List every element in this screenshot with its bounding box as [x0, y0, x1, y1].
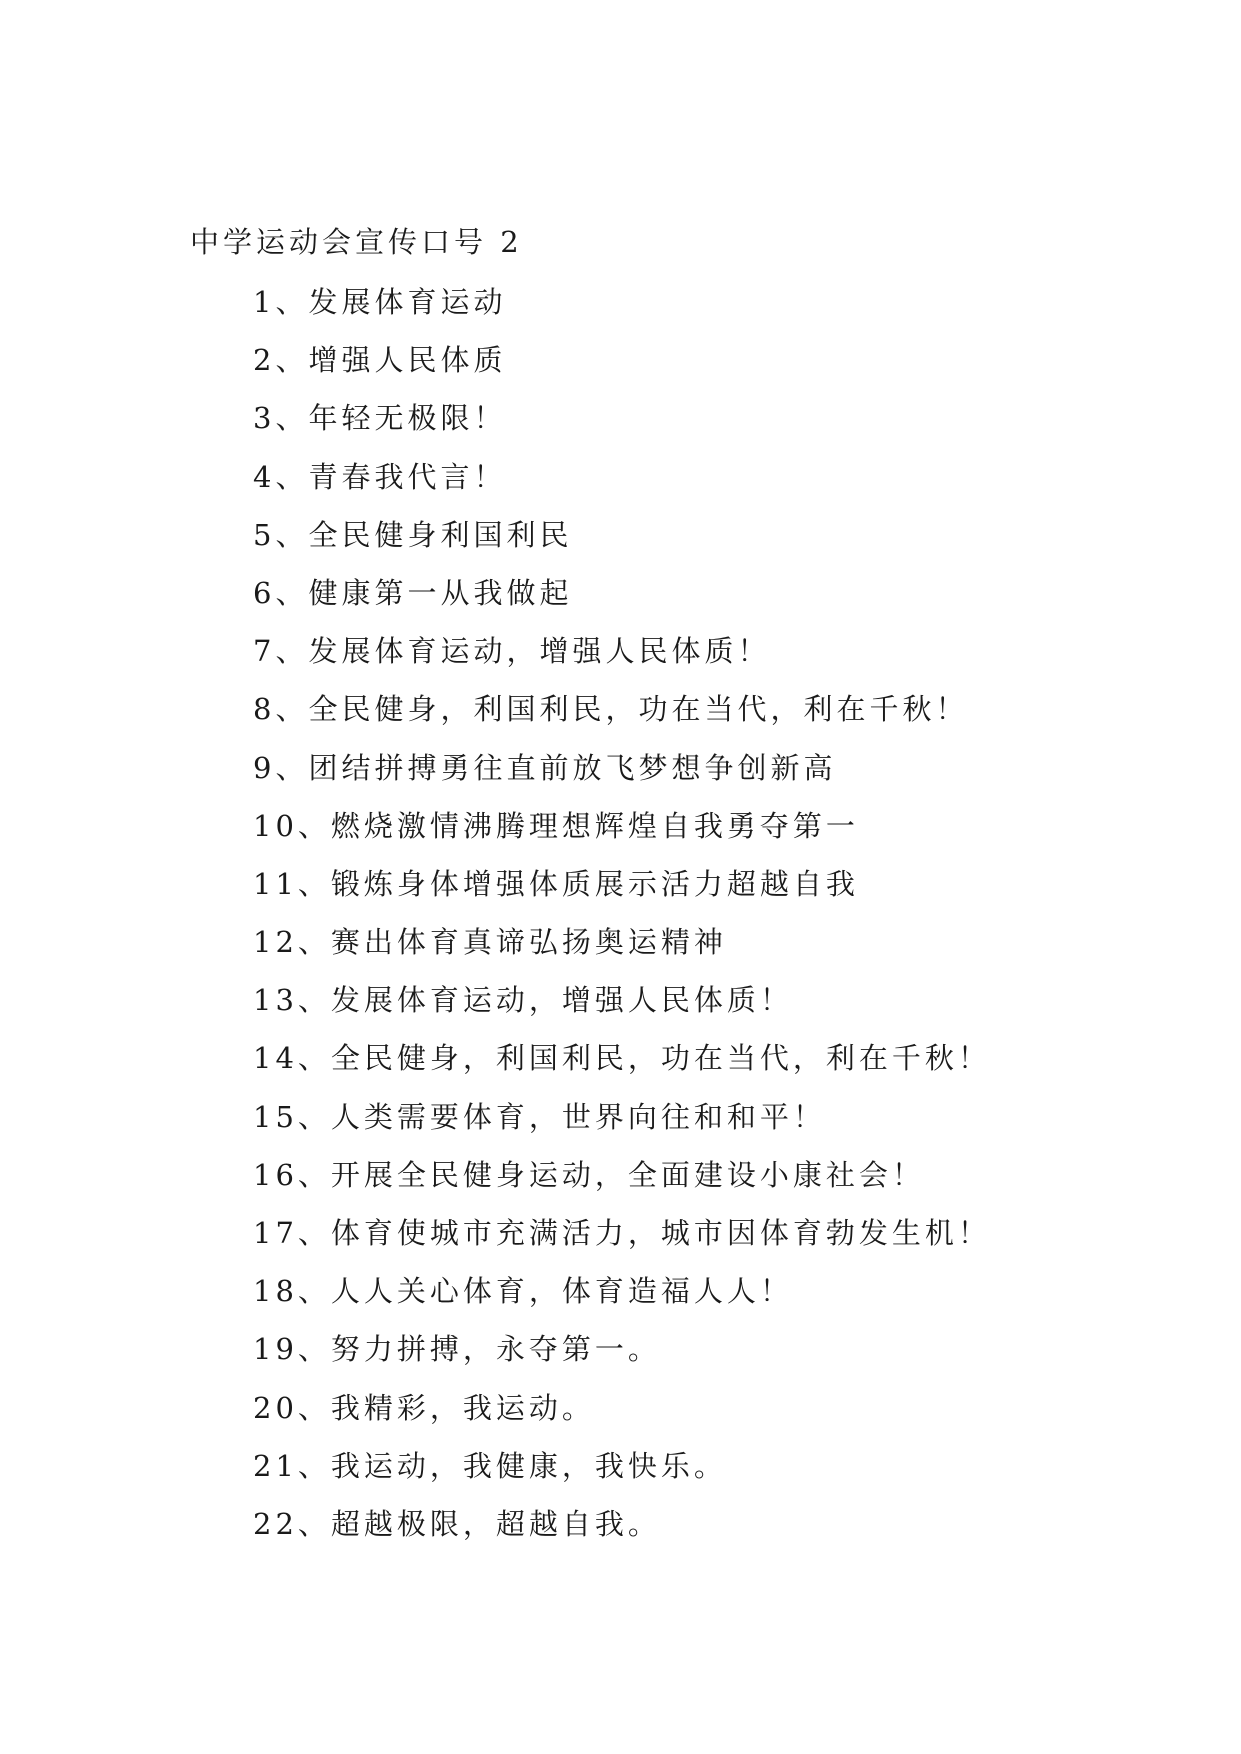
document-title: 中学运动会宣传口号 2 [190, 225, 523, 259]
list-item: 2、增强人民体质 [253, 343, 507, 378]
list-item: 12、赛出体育真谛弘扬奥运精神 [253, 925, 727, 960]
list-item: 6、健康第一从我做起 [253, 575, 573, 610]
list-item: 19、努力拼搏，永夺第一。 [253, 1332, 661, 1367]
list-item: 17、体育使城市充满活力，城市因体育勃发生机！ [253, 1216, 991, 1250]
list-item: 8、全民健身，利国利民，功在当代，利在千秋！ [253, 692, 969, 727]
list-item: 16、开展全民健身运动，全面建设小康社会！ [253, 1157, 925, 1192]
list-item: 18、人人关心体育，体育造福人人！ [253, 1274, 793, 1309]
list-item: 11、锻炼身体增强体质展示活力超越自我 [253, 866, 859, 901]
list-item: 7、发展体育运动，增强人民体质！ [253, 634, 771, 669]
list-item: 20、我精彩，我运动。 [253, 1390, 595, 1425]
list-item: 15、人类需要体育，世界向往和和平！ [253, 1099, 826, 1134]
list-item: 3、年轻无极限！ [253, 401, 507, 436]
list-item: 14、全民健身，利国利民，功在当代，利在千秋！ [253, 1041, 991, 1076]
list-item: 5、全民健身利国利民 [253, 517, 573, 552]
list-item: 1、发展体育运动 [253, 285, 507, 319]
slogan-list [253, 282, 991, 1562]
list-item: 4、青春我代言！ [253, 459, 507, 494]
list-item: 10、燃烧激情沸腾理想辉煌自我勇夺第一 [253, 808, 859, 843]
list-item: 21、我运动，我健康，我快乐。 [253, 1448, 727, 1483]
list-item: 13、发展体育运动，增强人民体质！ [253, 983, 793, 1018]
list-item: 9、团结拼搏勇往直前放飞梦想争创新高 [253, 750, 837, 785]
list-item: 22、超越极限，超越自我。 [253, 1506, 661, 1541]
